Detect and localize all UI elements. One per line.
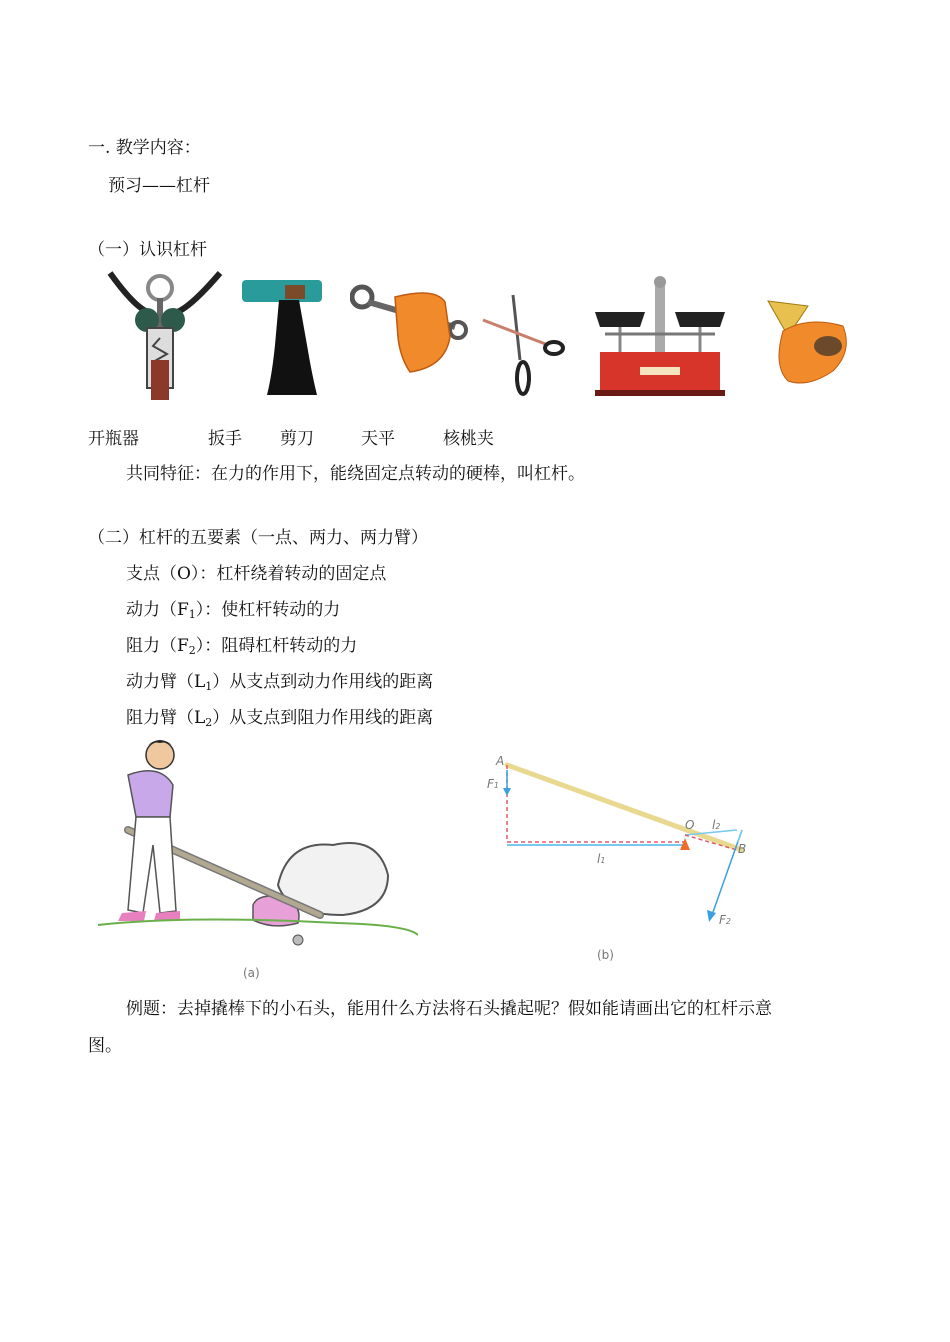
figure-b-label: (b): [597, 948, 614, 962]
caption-scissors: 剪刀: [280, 429, 314, 449]
element-effort-arm: 动力臂$(L_1)$从支点到动力作用线的距离: [126, 672, 434, 693]
common-feature-text: 共同特征：在力的作用下，能绕固定点转动的硬棒，叫杠杆。: [126, 464, 585, 484]
bottle-opener-image: [237, 275, 337, 400]
caption-balance: 天平: [361, 429, 395, 449]
tool-captions: [0, 424, 950, 448]
force-f1-label: F1: [487, 777, 499, 791]
element-effort: 动力$(F_1)$：使杠杆转动的力: [126, 600, 341, 621]
corkscrew-image: [95, 268, 225, 408]
wrench-image: [350, 282, 470, 377]
caption-corkscrew: 开瓶器: [88, 429, 139, 449]
element-resistance-arm: 阻力臂$(L_2)$从支点到阻力作用线的距离: [126, 708, 434, 729]
section-heading: 一. 教学内容：: [88, 138, 201, 158]
caption-wrench: 扳手: [208, 429, 242, 449]
section2-title: （二）杠杆的五要素（一点、两力、两力臂）: [88, 528, 428, 548]
element-fulcrum: 支点（O）：杠杆绕着转动的固定点: [126, 564, 387, 584]
figure-a-label: (a): [243, 966, 260, 980]
point-b-label: B: [738, 842, 747, 856]
section1-title: （一）认识杠杆: [88, 240, 207, 260]
point-o-label: O: [685, 818, 695, 832]
example-line-2: 图。: [88, 1036, 122, 1056]
arm-l2-label: l2: [712, 818, 721, 832]
scissors-image: [478, 290, 568, 400]
arm-l1-label: l1: [597, 852, 606, 866]
nutcracker-image: [758, 296, 853, 396]
caption-nutcracker: 核桃夹: [443, 429, 494, 449]
force-f2-label: F2: [719, 913, 731, 927]
example-line-1: 例题：去掉撬棒下的小石头，能用什么方法将石头撬起呢？假如能请画出它的杠杆示意: [126, 999, 772, 1019]
lever-diagram: [480, 750, 760, 970]
subheading: 预习——杠杆: [108, 176, 210, 196]
point-a-label: A: [496, 754, 505, 768]
lever-man-illustration: [88, 735, 418, 950]
balance-scale-image: [585, 272, 735, 402]
element-resistance: 阻力$(F_2)$：阻碍杠杆转动的力: [126, 636, 358, 657]
